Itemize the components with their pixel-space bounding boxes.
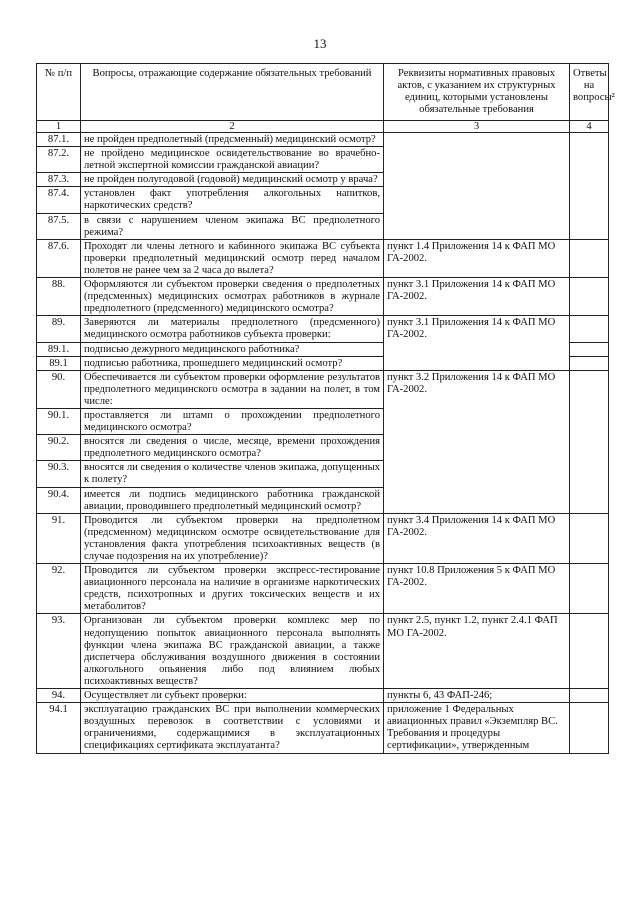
row-number: 90.3. <box>37 461 81 487</box>
table-row <box>37 133 609 147</box>
page-number: 13 <box>313 36 327 51</box>
row-answer[interactable] <box>570 564 609 614</box>
row-question: подписью работника, прошедшего медицинский осмотр? <box>81 356 384 370</box>
table-row <box>37 513 609 563</box>
row-number: 87.5. <box>37 213 81 239</box>
row-question: не пройдено медицинское освидетельствование во врачебно-летной экспертной комиссии гражданской авиации? <box>81 147 384 173</box>
row-answer[interactable] <box>570 513 609 563</box>
row-number: 93. <box>37 614 81 689</box>
row-answer[interactable] <box>570 278 609 316</box>
table-row <box>37 316 609 342</box>
row-number: 87.6. <box>37 239 81 277</box>
row-number: 89.1 <box>37 356 81 370</box>
row-number: 94. <box>37 689 81 703</box>
row-question: Организован ли субъектом проверки комплекс мер по недопущению попыток авиационного персонала выполнять функции члена экипажа ВС гражданской авиации, а также диспетчера обслуживания воздушного движения в состоянии алкогольного опьянения либо под влиянием любых психоактивных веществ? <box>81 614 384 689</box>
row-question: эксплуатацию гражданских ВС при выполнении коммерческих воздушных перевозок в соответствии с условиями и ограничениями, содержащимися в эксплуатационных спецификациях сертификата эксплуатанта? <box>81 703 384 753</box>
row-number: 90.1. <box>37 408 81 434</box>
row-question: Проходят ли члены летного и кабинного экипажа ВС субъекта проверки предполетный медицинский осмотр перед началом полетов не ранее чем за 2 часа до вылета? <box>81 239 384 277</box>
row-number: 90.4. <box>37 487 81 513</box>
row-question: в связи с нарушением членом экипажа ВС предполетного режима? <box>81 213 384 239</box>
row-answer[interactable] <box>570 316 609 342</box>
row-number: 87.1. <box>37 133 81 147</box>
header-answers: Ответы на вопросы² <box>570 64 609 121</box>
row-number: 90. <box>37 370 81 408</box>
row-answer[interactable] <box>570 689 609 703</box>
row-reference: пункт 3.1 Приложения 14 к ФАП МО ГА-2002. <box>384 278 570 316</box>
row-question: установлен факт употребления алкогольных напитков, наркотических средств? <box>81 187 384 213</box>
row-answer[interactable] <box>570 614 609 689</box>
row-reference: пункт 1.4 Приложения 14 к ФАП МО ГА-2002. <box>384 239 570 277</box>
row-question: подписью дежурного медицинского работника? <box>81 342 384 356</box>
table-row <box>37 689 609 703</box>
row-question: вносятся ли сведения о количестве членов экипажа, допущенных к полету? <box>81 461 384 487</box>
row-answer[interactable] <box>570 133 609 240</box>
row-number: 90.2. <box>37 435 81 461</box>
row-question: Проводится ли субъектом проверки экспресс-тестирование авиационного персонала на наличие в организме наркотических средств, психотропных и других токсических веществ и их метаболитов? <box>81 564 384 614</box>
row-answer[interactable] <box>570 239 609 277</box>
row-question: не пройден полугодовой (годовой) медицинский осмотр у врача? <box>81 173 384 187</box>
table-row <box>37 278 609 316</box>
column-number: 3 <box>384 121 570 133</box>
row-number: 87.2. <box>37 147 81 173</box>
row-reference: пункт 3.1 Приложения 14 к ФАП МО ГА-2002. <box>384 316 570 370</box>
row-reference: пункт 10.8 Приложения 5 к ФАП МО ГА-2002. <box>384 564 570 614</box>
row-number: 92. <box>37 564 81 614</box>
table-row <box>37 370 609 408</box>
row-answer[interactable] <box>570 356 609 370</box>
table-row <box>37 564 609 614</box>
row-question: имеется ли подпись медицинского работника гражданской авиации, проводившего предполетный медицинский осмотр? <box>81 487 384 513</box>
column-number: 4 <box>570 121 609 133</box>
row-answer[interactable] <box>570 342 609 356</box>
row-question: Проводится ли субъектом проверки на предполетном (предсменном) медицинском осмотре освидетельствование для установления факта употребления психоактивных веществ (в случае подозрения на их употребление)? <box>81 513 384 563</box>
row-question: Заверяются ли материалы предполетного (предсменного) медицинского осмотра работников субъекта проверки: <box>81 316 384 342</box>
header-reference: Реквизиты нормативных правовых актов, с указанием их структурных единиц, которыми установлены обязательные требования <box>384 64 570 121</box>
row-question: Оформляются ли субъектом проверки сведения о предполетных (предсменных) медицинских осмотрах работников в журнале предполетного (предсменного) медицинского осмотра? <box>81 278 384 316</box>
column-number: 2 <box>81 121 384 133</box>
column-number: 1 <box>37 121 81 133</box>
row-number: 87.3. <box>37 173 81 187</box>
row-answer[interactable] <box>570 370 609 513</box>
row-question: Обеспечивается ли субъектом проверки оформление результатов предполетного медицинского осмотра в задании на полет, в том числе: <box>81 370 384 408</box>
row-reference <box>384 133 570 240</box>
table-row <box>37 703 609 753</box>
row-reference: пункт 2.5, пункт 1.2, пункт 2.4.1 ФАП МО ГА-2002. <box>384 614 570 689</box>
header-num: № п/п <box>37 64 81 121</box>
row-reference: приложение 1 Федеральных авиационных правил «Экземпляр ВС. Требования и процедуры сертификации», утвержденным <box>384 703 570 753</box>
row-question: Осуществляет ли субъект проверки: <box>81 689 384 703</box>
row-reference: пункт 3.4 Приложения 14 к ФАП МО ГА-2002. <box>384 513 570 563</box>
table-row <box>37 239 609 277</box>
requirements-table <box>36 63 615 754</box>
row-number: 89.1. <box>37 342 81 356</box>
row-question: вносятся ли сведения о числе, месяце, времени прохождения предполетного медицинского осмотра? <box>81 435 384 461</box>
row-number: 91. <box>37 513 81 563</box>
row-reference: пункты 6, 43 ФАП-246; <box>384 689 570 703</box>
row-question: проставляется ли штамп о прохождении предполетного медицинского осмотра? <box>81 408 384 434</box>
row-number: 87.4. <box>37 187 81 213</box>
row-number: 94.1 <box>37 703 81 753</box>
header-question: Вопросы, отражающие содержание обязательных требований <box>81 64 384 121</box>
column-number-row <box>37 121 609 133</box>
row-question: не пройден предполетный (предсменный) медицинский осмотр? <box>81 133 384 147</box>
row-number: 88. <box>37 278 81 316</box>
table-header-row <box>37 64 609 121</box>
row-reference: пункт 3.2 Приложения 14 к ФАП МО ГА-2002. <box>384 370 570 513</box>
table-row <box>37 614 609 689</box>
row-answer[interactable] <box>570 703 609 753</box>
row-number: 89. <box>37 316 81 342</box>
